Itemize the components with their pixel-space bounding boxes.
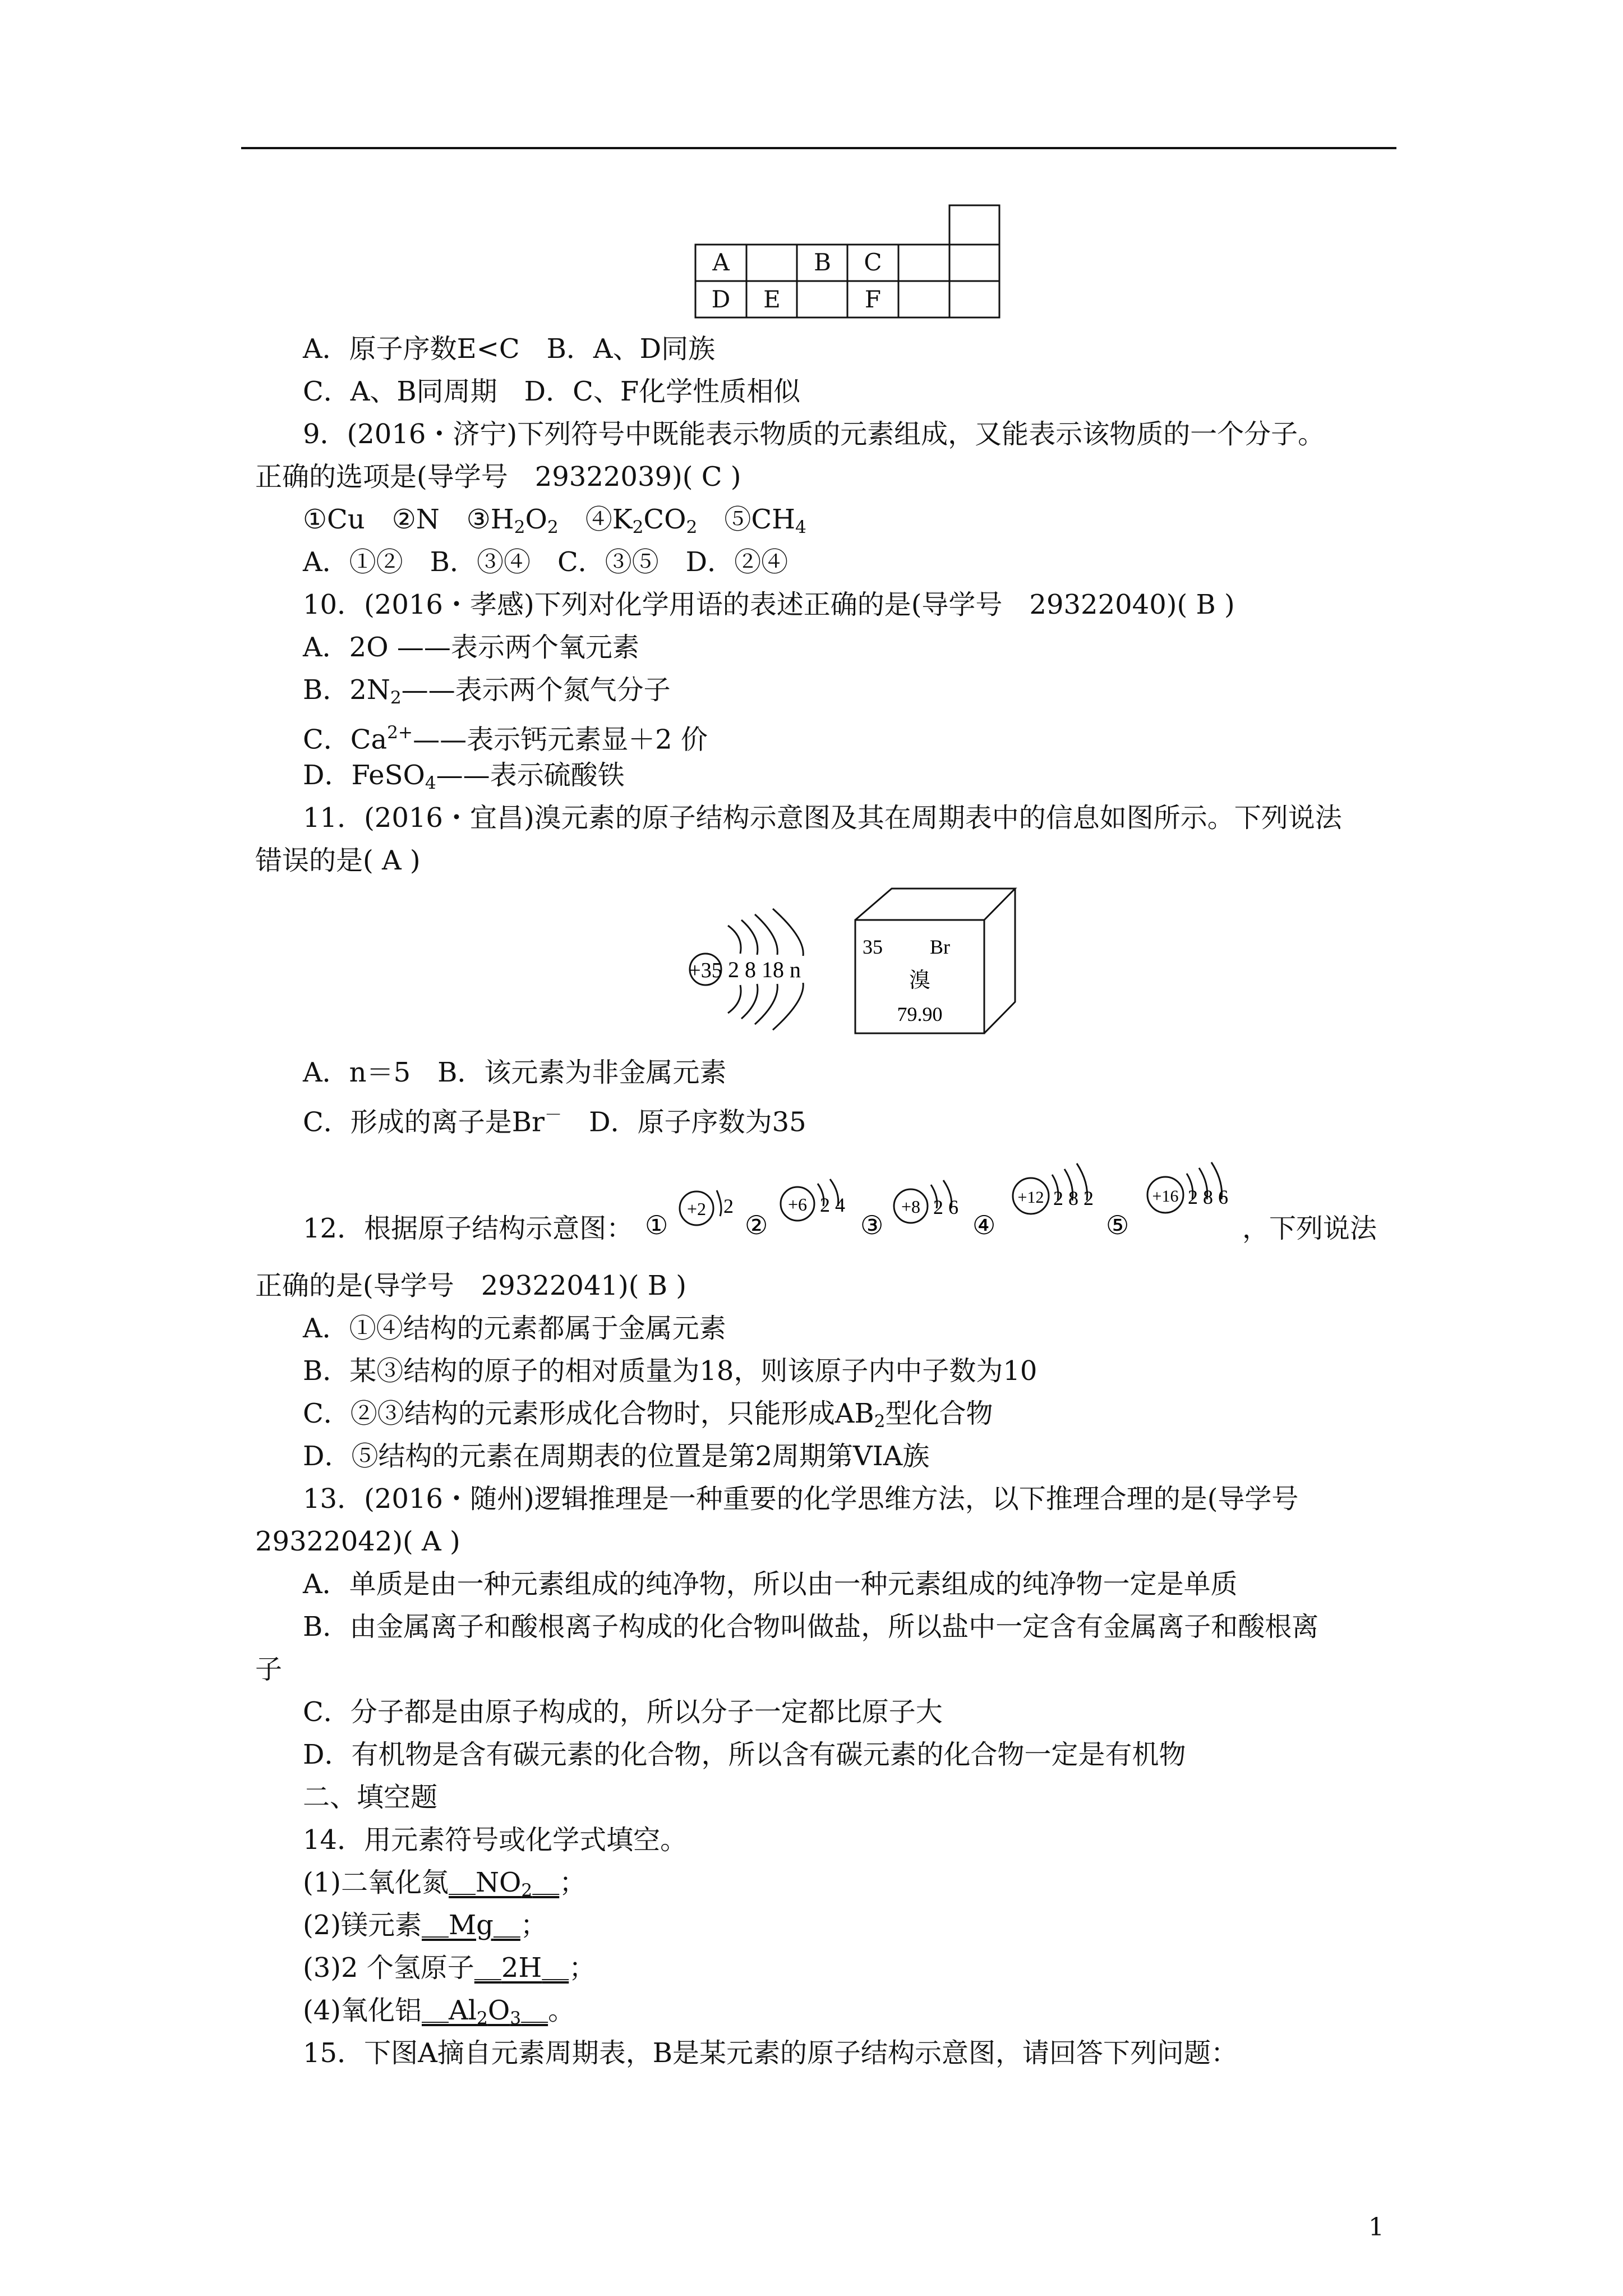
q12-option-b: B．某③结构的原子的相对质量为18，则该原子内中子数为10 <box>303 1355 1038 1387</box>
section-heading: 二、填空题 <box>303 1782 438 1813</box>
q13-option-b: 子 <box>255 1654 283 1685</box>
q11-options: C．形成的离子是Br－ D．原子序数为35 <box>303 1105 806 1138</box>
q14-item: (4)氧化铝$\_Al_2O_3\_$。 <box>303 1995 575 2028</box>
card-number: 35 <box>863 936 883 958</box>
q13-option-d: D．有机物是含有碳元素的化合物，所以含有碳元素的化合物一定是有机物 <box>303 1739 1186 1770</box>
q8-option-line: A．原子序数E<C B．A、D同族 <box>303 333 716 365</box>
q14-item: (3)2 个氢原子＿2H＿； <box>303 1952 596 1984</box>
q12-stem: 12．根据原子结构示意图： <box>303 1213 634 1244</box>
table-cell: C <box>864 249 882 276</box>
table-cell: A <box>712 249 730 276</box>
q11-stem: 错误的是( A ) <box>255 845 421 876</box>
q8-option-line: C．A、B同周期 D．C、F化学性质相似 <box>303 376 801 407</box>
q12-option-a: A．①④结构的元素都属于金属元素 <box>303 1313 726 1344</box>
svg-text:+16: +16 <box>1152 1187 1179 1205</box>
card-name: 溴 <box>909 968 931 992</box>
q12-option-d: D．⑤结构的元素在周期表的位置是第2周期第VIA族 <box>303 1441 930 1472</box>
q12-stem: ，下列说法 <box>1242 1213 1377 1244</box>
nucleus-label: +35 <box>689 959 722 982</box>
q12-stem: 正确的是(导学号 29322041)( B ) <box>255 1270 687 1301</box>
svg-text:2 8 6: 2 8 6 <box>1188 1186 1228 1208</box>
q15-stem: 15．下图A摘自元素周期表，B是某元素的原子结构示意图，请回答下列问题： <box>303 2037 1238 2069</box>
svg-text:+6: +6 <box>787 1194 808 1214</box>
q10-option-c: C．$Ca^{2+}——$表示钙元素显＋2 价 <box>303 723 708 756</box>
card-mass: 79.90 <box>897 1003 943 1025</box>
q9-stem: 9．(2016・济宁)下列符号中既能表示物质的元素组成，又能表示该物质的一个分子。 <box>303 418 1325 450</box>
table-cell: F <box>864 286 882 313</box>
q14-item: (2)镁元素＿Mg＿； <box>303 1910 547 1941</box>
shell-electrons: 2 8 18 n <box>728 957 801 982</box>
q11-stem: 11．(2016・宜昌)溴元素的原子结构示意图及其在周期表中的信息如图所示。下列说法 <box>303 802 1342 834</box>
q9-options: A．①② B．③④ C．③⑤ D．②④ <box>303 546 789 578</box>
q9-stem: 正确的选项是(导学号 29322039)( C ) <box>255 461 741 493</box>
label-3: ③ <box>860 1211 884 1240</box>
label-2: ② <box>745 1211 768 1240</box>
bromine-figure <box>679 886 1021 1043</box>
q10-option-d: D．FeSO$_4$——表示硫酸铁 <box>303 760 625 793</box>
q11-options: A．n＝5 B．该元素为非金属元素 <box>303 1057 727 1088</box>
label-4: ④ <box>972 1211 996 1240</box>
svg-text:2: 2 <box>723 1195 734 1217</box>
svg-text:+8: +8 <box>901 1197 921 1217</box>
svg-text:+12: +12 <box>1017 1188 1044 1207</box>
q12-option-c: C．②③结构的元素形成化合物时，只能形成$AB_2$型化合物 <box>303 1398 993 1432</box>
svg-text:2 4: 2 4 <box>820 1194 845 1216</box>
q14-item: (1)二氧化氮$\_NO_2\_$； <box>303 1867 587 1901</box>
page-number: 1 <box>1368 2213 1384 2242</box>
q13-stem: 13．(2016・随州)逻辑推理是一种重要的化学思维方法，以下推理合理的是(导学号 <box>303 1483 1299 1515</box>
table-cell: D <box>711 286 731 313</box>
svg-text:2 8 2: 2 8 2 <box>1053 1187 1094 1209</box>
atom-structure-diagrams <box>645 1150 1267 1257</box>
card-symbol: Br <box>930 936 950 958</box>
q10-stem: 10．(2016・孝感)下列对化学用语的表述正确的是(导学号 29322040)( B ) <box>303 589 1235 620</box>
header-rule <box>241 147 1396 149</box>
q13-stem: 29322042)( A ) <box>255 1526 460 1557</box>
svg-text:2 6: 2 6 <box>933 1196 958 1218</box>
q9-items: ①Cu ②N $③H_2O_2$ $④K_2CO_2$ $⑤CH_4$ <box>303 504 806 537</box>
q13-option-a: A．单质是由一种元素组成的纯净物，所以由一种元素组成的纯净物一定是单质 <box>303 1568 1238 1600</box>
table-cell: B <box>814 249 831 276</box>
table-cell: E <box>763 286 781 313</box>
label-1: ① <box>645 1211 668 1240</box>
q10-option-a: A．2O ——表示两个氧元素 <box>303 632 639 663</box>
label-5: ⑤ <box>1106 1211 1129 1240</box>
q13-option-b: B．由金属离子和酸根离子构成的化合物叫做盐，所以盐中一定含有金属离子和酸根离 <box>303 1611 1319 1642</box>
q14-stem: 14．用元素符号或化学式填空。 <box>303 1824 688 1856</box>
q13-option-c: C．分子都是由原子构成的，所以分子一定都比原子大 <box>303 1696 943 1728</box>
svg-text:+2: +2 <box>686 1199 707 1219</box>
q10-option-b: B．$2N_2——$表示两个氮气分子 <box>303 674 671 708</box>
